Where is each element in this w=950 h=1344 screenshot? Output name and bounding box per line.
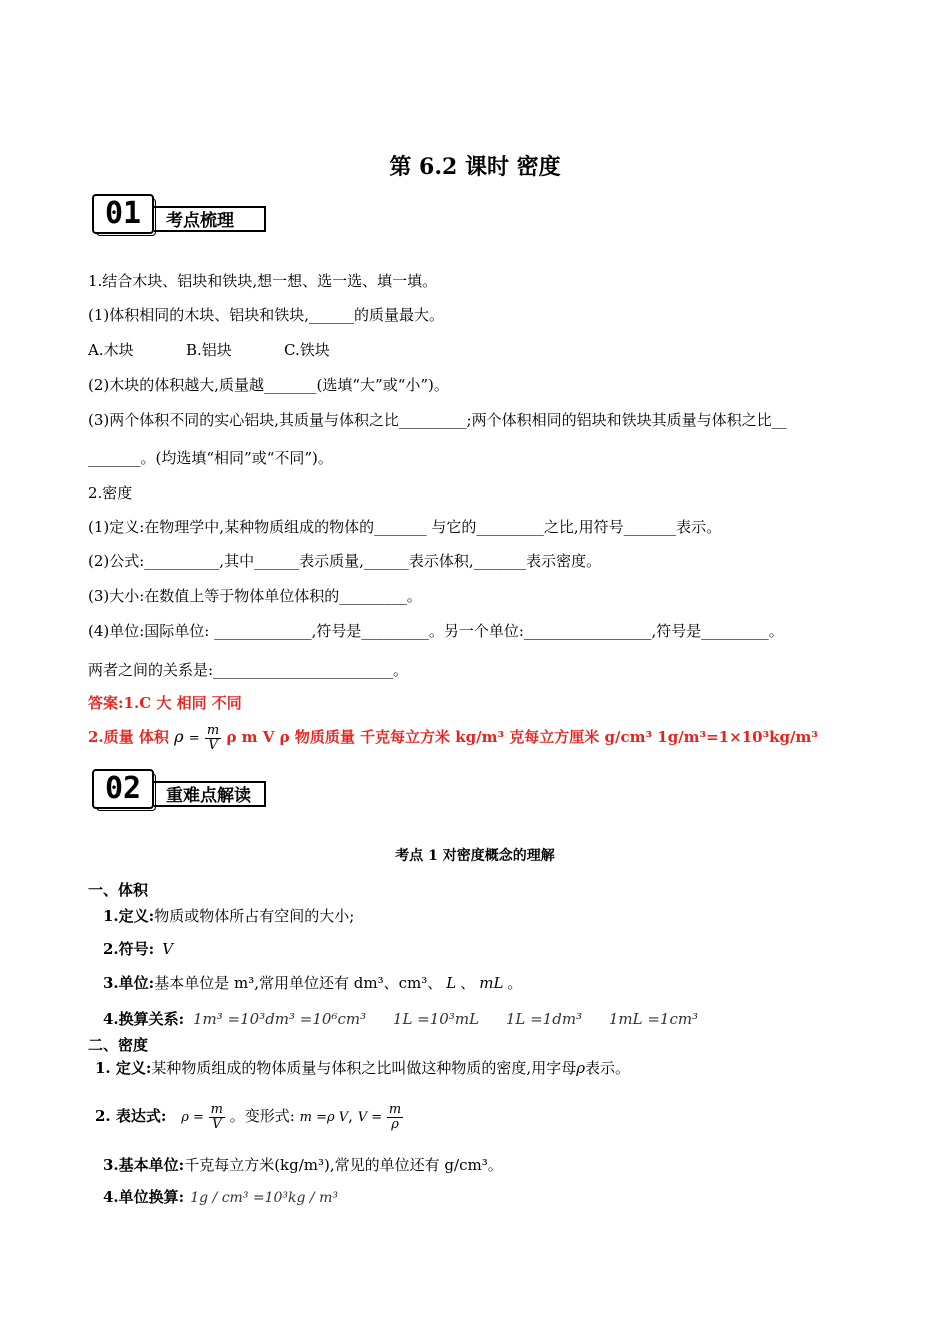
badge-label: 考点梳理: [154, 206, 266, 232]
kaodian-heading: 考点 1 对密度概念的理解: [395, 848, 555, 864]
item-label: 2. 表达式:: [95, 1107, 167, 1125]
item-text: 物质或物体所占有空间的大小;: [154, 907, 355, 925]
badge-label: 重难点解读: [154, 781, 266, 807]
answer-equals: =: [188, 731, 200, 746]
section-volume-heading: 一、体积: [88, 881, 149, 899]
item-label: 3.基本单位:: [103, 1156, 185, 1174]
density-expression: [95, 1096, 403, 1138]
transform-label: 。变形式:: [229, 1107, 295, 1125]
q1-part3-line2: _______。(均选填“相同”或“不同”)。: [88, 449, 333, 467]
volume-units: [103, 972, 522, 993]
item-end: 表示。: [585, 1059, 631, 1077]
fraction-numerator: m: [388, 1101, 402, 1117]
q1-part1: (1)体积相同的木块、铝块和铁块,______的质量最大。: [88, 306, 445, 324]
answer-fraction-denominator: V: [208, 737, 218, 753]
item-text: 某种物质组成的物体质量与体积之比叫做这种物质的密度,用字母: [151, 1059, 577, 1077]
formula-fraction-2: [387, 1103, 403, 1132]
answer-line-2: [88, 722, 818, 754]
item-text: 基本单位是 m³,常用单位还有 dm³、cm³、: [154, 974, 443, 992]
formula-fraction: [209, 1103, 225, 1132]
unit-milliliter: mL: [479, 974, 504, 992]
q1-intro: 1.结合木块、铝块和铁块,想一想、选一选、填一填。: [88, 272, 438, 290]
answer-rho-symbol: ρ: [174, 727, 184, 746]
separator: 、: [460, 974, 476, 992]
density-definition: [95, 1057, 630, 1078]
fraction-denominator: ρ: [391, 1116, 399, 1132]
answer-line-2-prefix: 2.质量 体积: [88, 728, 169, 746]
volume-conversion: [103, 1008, 698, 1029]
section-density-heading: 二、密度: [88, 1036, 149, 1054]
conversion-ml-cm3: 1mL =1cm³: [608, 1010, 699, 1028]
conversion-m3: 1m³ =10³dm³ =10⁶cm³: [192, 1010, 367, 1028]
badge-number: 01: [92, 194, 154, 234]
item-label: 4.单位换算:: [103, 1188, 185, 1206]
item-label: 4.换算关系:: [103, 1010, 185, 1028]
formula-volume: V =: [357, 1110, 383, 1125]
density-unit-conversion: [103, 1186, 338, 1207]
fraction-denominator: V: [212, 1116, 222, 1132]
density-base-unit: [103, 1154, 503, 1175]
page-title: 第 6.2 课时 密度: [389, 154, 561, 180]
volume-symbol: [103, 938, 173, 959]
end-mark: 。: [507, 974, 523, 992]
q1-option-b: B.铝块: [186, 341, 232, 359]
item-text: V: [162, 940, 174, 958]
q2-intro: 2.密度: [88, 484, 133, 502]
fraction-numerator: m: [210, 1101, 223, 1117]
item-text: 千克每立方米(kg/m³),常见的单位还有 g/cm³。: [184, 1156, 503, 1174]
conversion-liter-dm3: 1L =1dm³: [505, 1010, 583, 1028]
unit-liter: L: [446, 974, 457, 992]
formula-comma: ,: [348, 1107, 353, 1125]
conversion-formula: 1g / cm³ =10³kg / m³: [190, 1190, 338, 1206]
conversion-liter-ml: 1L =10³mL: [392, 1010, 480, 1028]
q2-part4: (4)单位:国际单位: _____________,符号是_________。另一个单位:_________________,符号是_________。: [88, 622, 784, 640]
q2-part3: (3)大小:在数值上等于物体单位体积的_________。: [88, 587, 422, 605]
rho-symbol: ρ: [576, 1059, 586, 1077]
badge-number: 02: [92, 769, 154, 809]
q1-option-a: A.木块: [88, 341, 134, 359]
item-label: 1.定义:: [103, 907, 155, 925]
item-label: 1. 定义:: [95, 1059, 152, 1077]
item-label: 3.单位:: [103, 974, 155, 992]
answer-line-1: 答案:1.C 大 相同 不同: [88, 694, 242, 712]
item-label: 2.符号:: [103, 940, 155, 958]
answer-line-2-rest: ρ m V ρ 物质质量 千克每立方米 kg/m³ 克每立方厘米 g/cm³ 1g/m³=1×10³kg/m³: [226, 728, 818, 746]
answer-fraction-numerator: m: [206, 722, 220, 738]
q2-part1: (1)定义:在物理学中,某种物质组成的物体的_______ 与它的_________之比,用符号_______表示。: [88, 518, 722, 536]
q2-part5: 两者之间的关系是:________________________。: [88, 661, 409, 679]
q1-option-c: C.铁块: [284, 341, 330, 359]
q1-part3-line1: (3)两个体积不同的实心铝块,其质量与体积之比_________;两个体积相同的铝块和铁块其质量与体积之比__: [88, 411, 787, 429]
formula-rho: ρ =: [181, 1110, 204, 1125]
volume-definition: [103, 905, 354, 926]
q2-part2: (2)公式:__________,其中______表示质量,______表示体积,_______表示密度。: [88, 552, 602, 570]
formula-mass: m =ρ V: [299, 1110, 349, 1125]
q1-part2: (2)木块的体积越大,质量越_______(选填“大”或“小”)。: [88, 376, 449, 394]
answer-fraction: [205, 724, 221, 753]
